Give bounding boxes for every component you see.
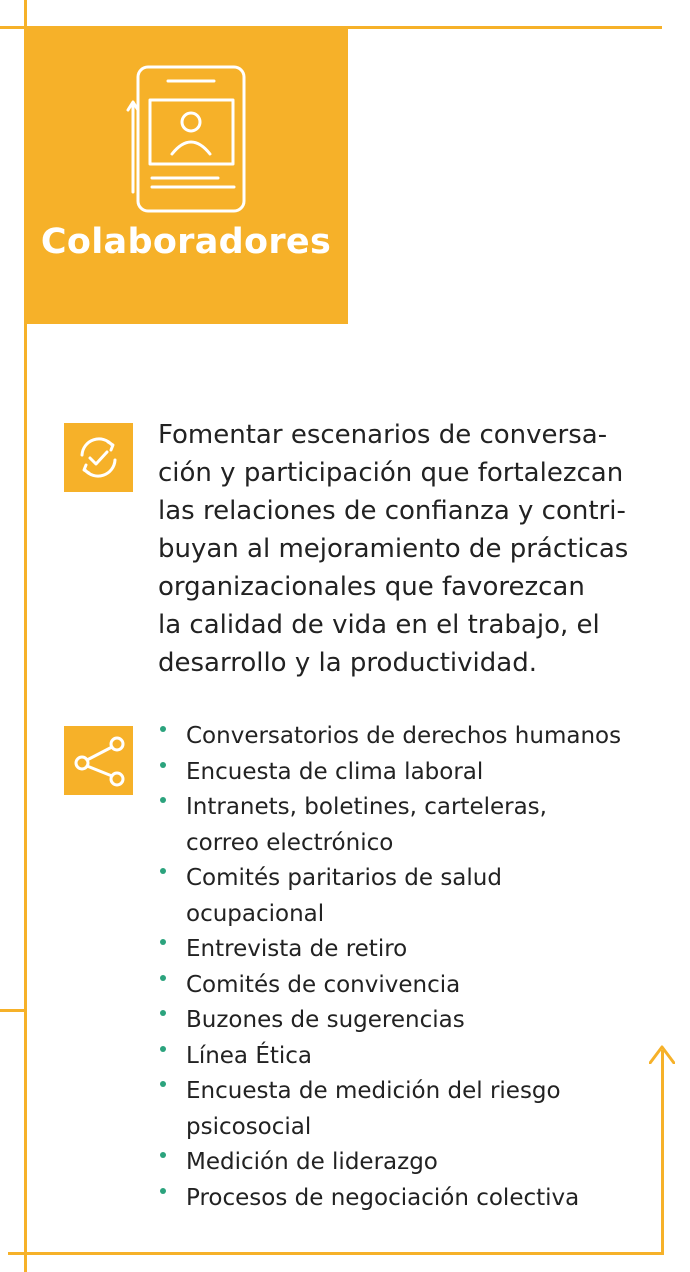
channels-list [158,719,658,1216]
list-item-text: Buzones de sugerencias [186,1007,465,1033]
objective-icon-box [64,423,133,492]
list-item [158,719,658,755]
frame-bottom-line [8,1252,664,1255]
refresh-check-icon [64,423,133,492]
list-item-text: Encuesta de clima laboral [186,758,484,785]
tablet-user-icon [124,64,250,214]
list-item [158,1003,658,1039]
list-item [158,790,658,861]
list-item-text: Intranets, boletines, carteleras, correo electrónico [186,794,547,856]
bullet-dot [160,868,166,874]
bullet-dot [160,1188,166,1194]
share-icon [64,726,133,795]
list-item [158,932,658,968]
objective-text: Fomentar escenarios de conversa- ción y participación que fortalezcan las relaciones de confianza y contri- buyan al mejoramiento de prácticas organizacionales que favorezcan la calidad de vida en el trabajo, el desarrollo y la productividad. [158,420,629,678]
list-item [158,1145,658,1181]
list-item [158,1074,658,1145]
list-item [158,1181,658,1217]
list-item [158,1039,658,1075]
bullet-dot [160,1081,166,1087]
bullet-dot [160,726,166,732]
list-item [158,755,658,791]
list-item-text: Entrevista de retiro [186,936,408,962]
channels-icon-box [64,726,133,795]
list-item-text: Línea Ética [186,1042,313,1069]
list-item-text: Medición de liderazgo [186,1149,438,1175]
list-item [158,968,658,1004]
bullet-dot [160,975,166,981]
frame-right-line [661,1050,664,1255]
frame-left-tick [0,1009,26,1012]
bullet-dot [160,797,166,803]
list-item-text: Comités paritarios de salud ocupacional [186,865,502,927]
bullet-dot [160,1010,166,1016]
header-title: Colaboradores [40,222,332,262]
bullet-dot [160,1046,166,1052]
list-item-text: Conversatorios de derechos humanos [186,723,622,749]
list-item-text: Encuesta de medición del riesgo psicosocial [186,1078,561,1140]
list-item-text: Comités de convivencia [186,971,461,998]
bullet-dot [160,1152,166,1158]
bullet-dot [160,939,166,945]
list-item-text: Procesos de negociación colectiva [186,1184,580,1211]
list-item [158,861,658,932]
bullet-dot [160,762,166,768]
